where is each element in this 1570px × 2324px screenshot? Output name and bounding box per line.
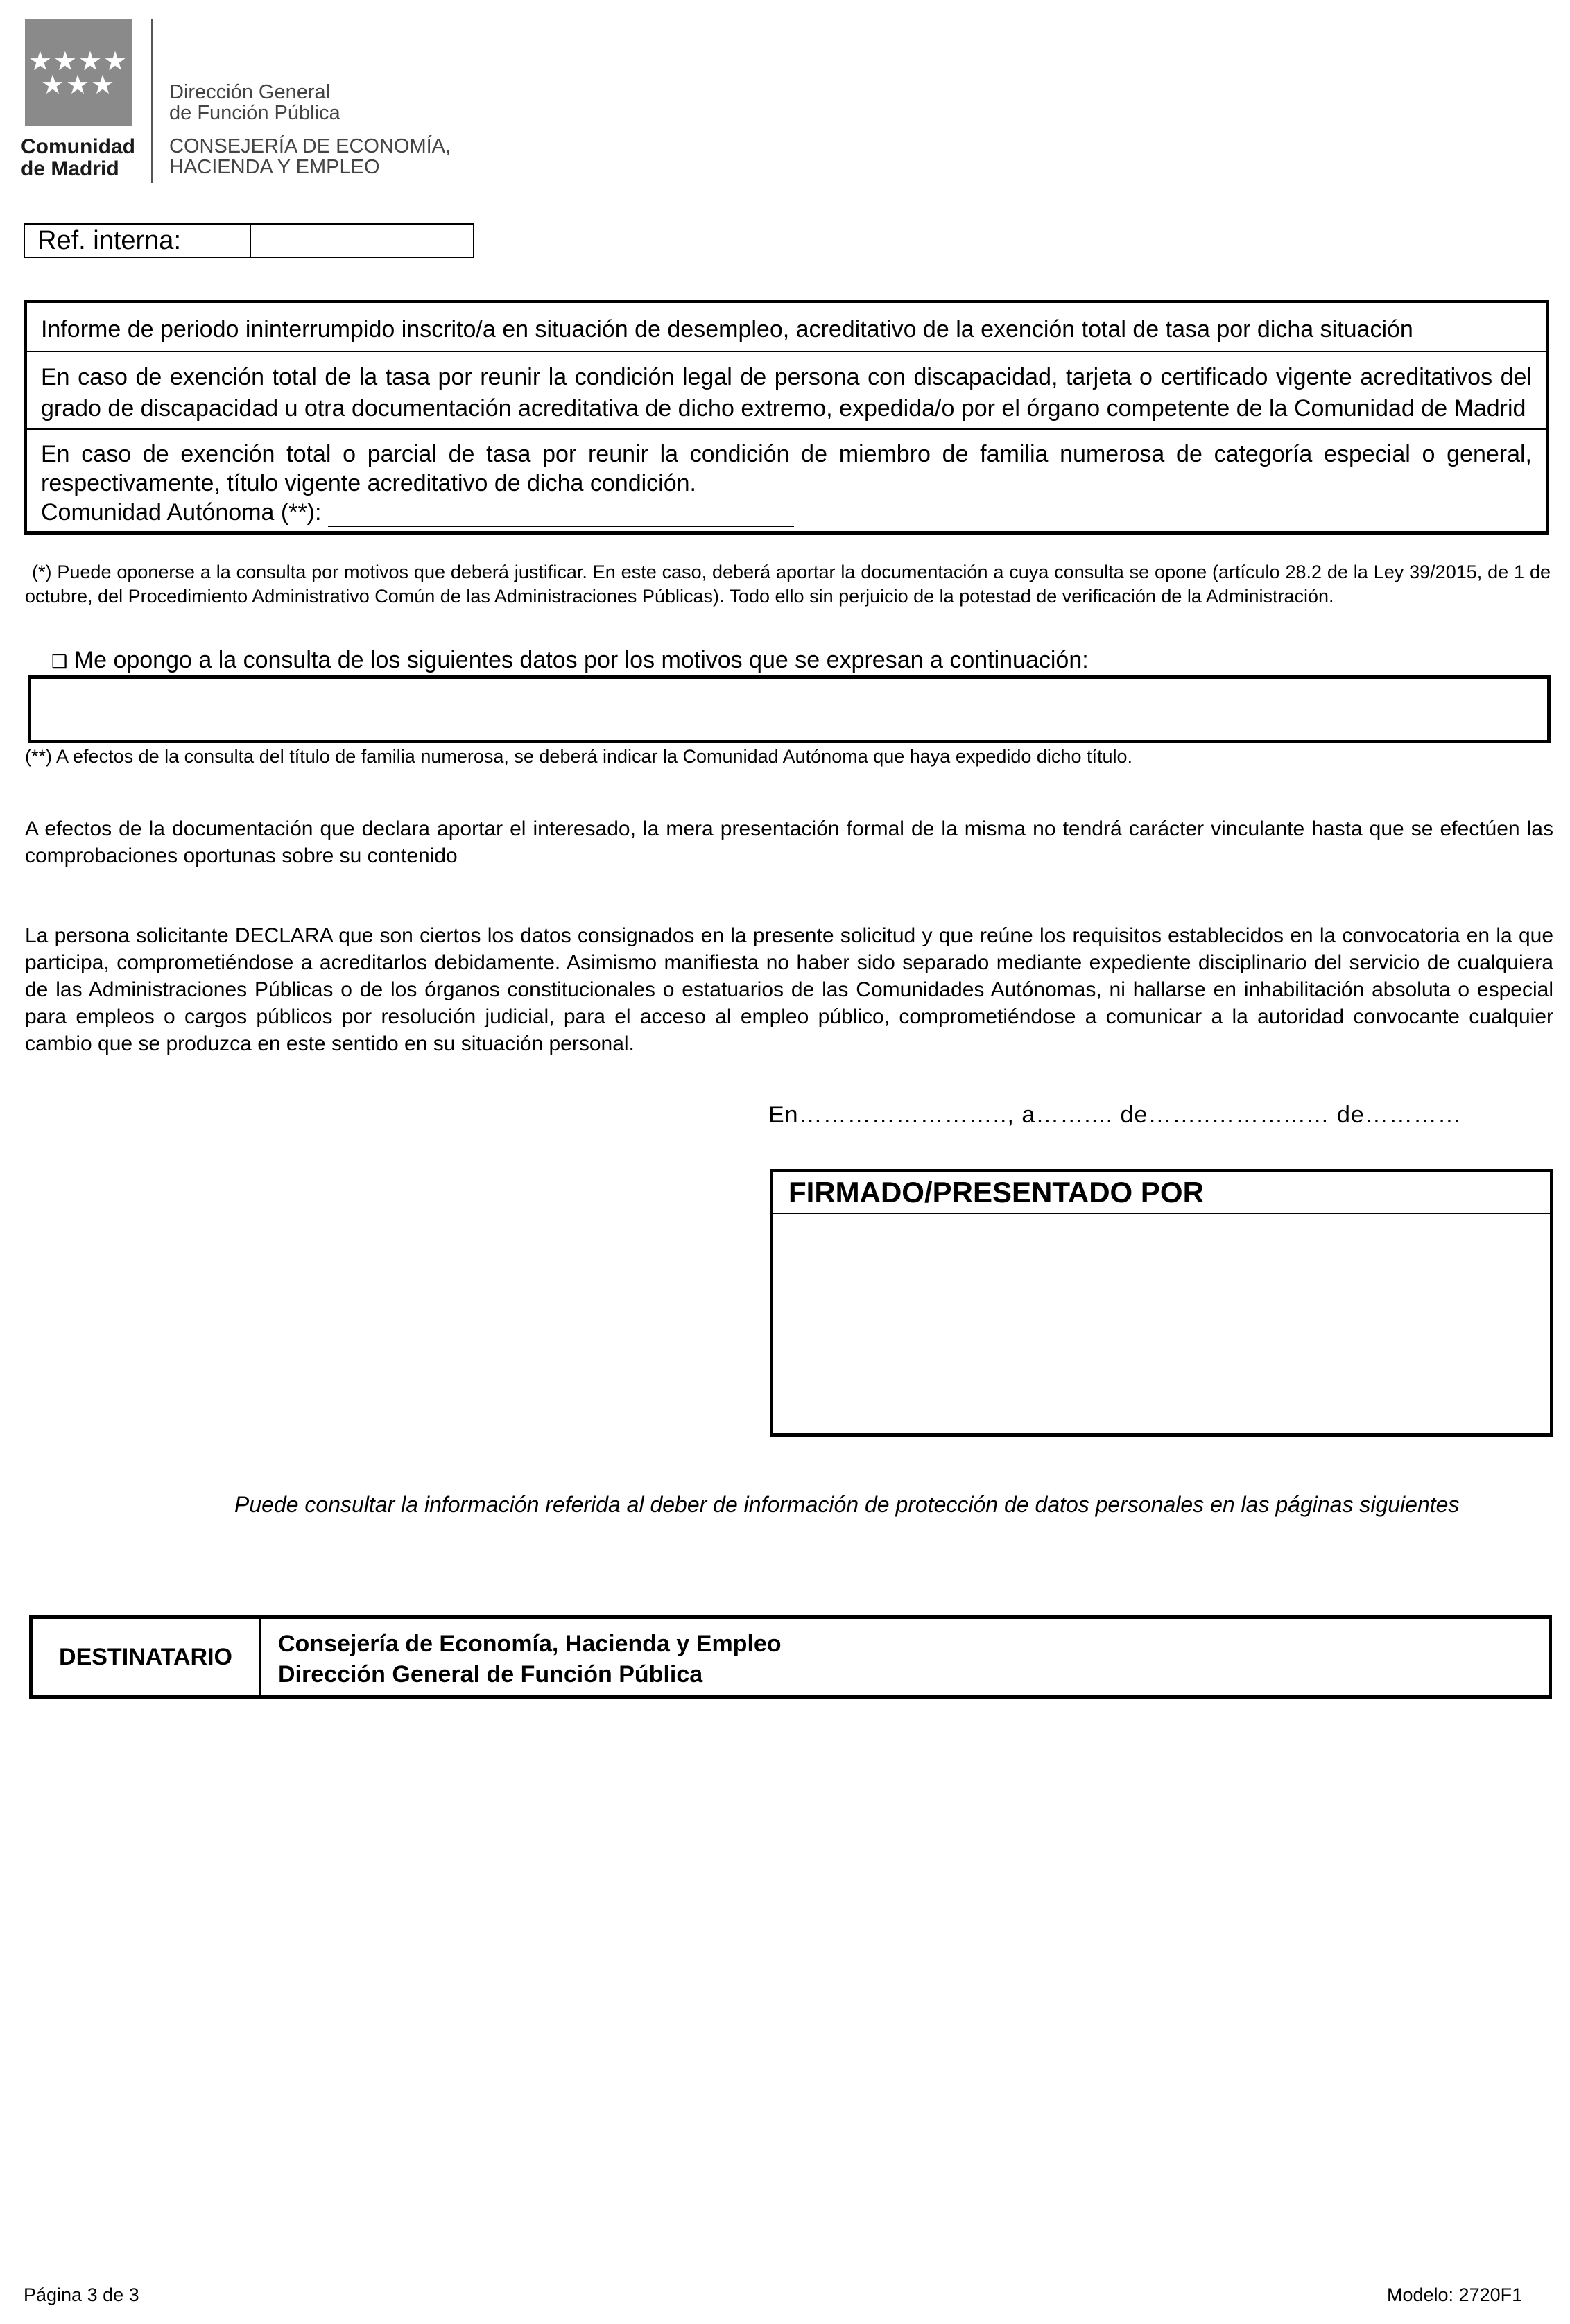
signature-box [770, 1169, 1553, 1437]
recipient-line1: Consejería de Economía, Hacienda y Empleo [278, 1631, 782, 1657]
recipient-details [261, 1619, 782, 1695]
page-number: Página 3 de 3 [24, 2284, 139, 2305]
logo-name [21, 136, 135, 180]
oppose-label: Me opongo a la consulta de los siguientes datos por los motivos que se expresan a continuación: [74, 647, 1089, 673]
documents-table [24, 300, 1549, 535]
dept-line1: CONSEJERÍA DE ECONOMÍA, [169, 135, 451, 157]
document-row-large-family [27, 428, 1546, 531]
org-line1: Dirección General [169, 81, 331, 103]
declaration-paragraph: La persona solicitante DECLARA que son ciertos los datos consignados en la presente solicitud y que reúne los requisitos establecidos en la convocatoria en la que participa, comprometiéndose a acreditarlos debidamente. Asimismo manifiesta no haber sido separado mediante expediente disciplinario del servicio de cualquiera de las Administraciones Públicas o de los órganos constitucionales o estatuarios de las Comunidades Autónomas, ni hallarse en inhabilitación absoluta o especial para empleos o cargos públicos por resolución judicial, para el acceso al empleo público, comprometiéndose a comunicar a la autoridad convocante cualquier cambio que se produzca en este sentido en su situación personal. [25, 924, 1553, 1055]
logo-name-line2: de Madrid [21, 157, 119, 180]
department-name [169, 136, 451, 177]
privacy-note: Puede consultar la información referida al deber de información de protección de datos personales en las páginas siguientes [234, 1492, 1460, 1517]
dept-line2: HACIENDA Y EMPLEO [169, 156, 380, 178]
ccaa-line [41, 498, 1532, 527]
recipient-box [29, 1615, 1552, 1699]
oppose-reasons-field[interactable] [28, 675, 1551, 743]
signature-area[interactable] [773, 1214, 1550, 1429]
header-separator [151, 19, 153, 183]
consultation-note: (*) Puede oponerse a la consulta por motivos que deberá justificar. En este caso, deberá aportar la documentación a cuya consulta se opone (artículo 28.2 de la Ley 39/2015, de 1 de octubre, del Procedimiento Administrativo Común de las Administraciones Públicas). Todo ello sin perjuicio de la potestad de verificación de la Administración. [25, 562, 1551, 607]
signature-heading: FIRMADO/PRESENTADO POR [773, 1172, 1550, 1214]
oppose-checkbox[interactable]: ❑ [51, 651, 68, 673]
oppose-consultation [51, 645, 1089, 677]
document-row-disability: En caso de exención total de la tasa por reunir la condición legal de persona con discapacidad, tarjeta o certificado vigente acreditativos del grado de discapacidad u otra documentación acreditativa de dicho extremo, expedida/o por el órgano competente de la Comunidad de Madrid [27, 351, 1546, 428]
recipient-line2: Dirección General de Función Pública [278, 1661, 703, 1688]
documentation-paragraph: A efectos de la documentación que declara aportar el interesado, la mera presentación formal de la misma no tendrá carácter vinculante hasta que se efectúen las comprobaciones oportunas sobre su contenido [25, 817, 1553, 867]
ref-interna-box [24, 223, 474, 258]
ccaa-label: Comunidad Autónoma (**): [41, 499, 322, 526]
org-line2: de Función Pública [169, 102, 340, 124]
large-family-note: (**) A efectos de la consulta del título de familia numerosa, se deberá indicar la Comunidad Autónoma que haya expedido dicho título. [25, 746, 1132, 767]
ref-interna-label: Ref. interna: [25, 225, 251, 257]
ref-interna-field[interactable] [251, 225, 473, 257]
logo-stars: ★★★★ ★★★ [28, 47, 129, 100]
organization-name [169, 82, 340, 123]
logo-name-line1: Comunidad [21, 135, 135, 158]
place-date-line[interactable]: En…………………….., a…….... de……..………...… de………… [768, 1102, 1462, 1128]
ccaa-field[interactable] [328, 502, 794, 527]
recipient-label: DESTINATARIO [33, 1619, 261, 1695]
model-number: Modelo: 2720F1 [1387, 2284, 1523, 2305]
document-row-unemployment: Informe de periodo ininterrumpido inscrito/a en situación de desempleo, acreditativo de la exención total de tasa por dicha situación [41, 316, 1413, 342]
large-family-text: En caso de exención total o parcial de tasa por reunir la condición de miembro de familia numerosa de categoría especial o general, respectivamente, título vigente acreditativo de dicha condición. [41, 441, 1532, 496]
